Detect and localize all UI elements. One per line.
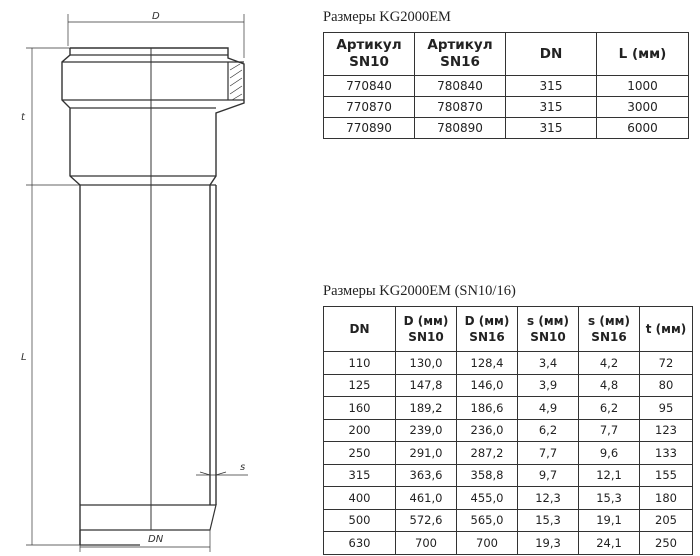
table2-header-cell: s (мм) SN10 bbox=[518, 307, 579, 352]
table-row bbox=[324, 464, 693, 487]
table-cell: 315 bbox=[506, 76, 597, 97]
table-row bbox=[324, 97, 689, 118]
pipe-drawing bbox=[0, 0, 318, 556]
table-cell: 780870 bbox=[415, 97, 506, 118]
table-cell: 7,7 bbox=[579, 419, 640, 442]
table1-header-row bbox=[324, 33, 689, 76]
table-row bbox=[324, 487, 693, 510]
table-cell: 4,2 bbox=[579, 352, 640, 375]
table-cell: 146,0 bbox=[457, 374, 518, 397]
table-row bbox=[324, 509, 693, 532]
socket-outline-left bbox=[62, 48, 80, 185]
table-cell: 572,6 bbox=[396, 509, 457, 532]
table-cell: 250 bbox=[324, 442, 396, 465]
table-row bbox=[324, 419, 693, 442]
table-cell: 19,3 bbox=[518, 532, 579, 555]
table-cell: 461,0 bbox=[396, 487, 457, 510]
table-cell: 291,0 bbox=[396, 442, 457, 465]
table-cell: 363,6 bbox=[396, 464, 457, 487]
table-row bbox=[324, 374, 693, 397]
table-cell: 455,0 bbox=[457, 487, 518, 510]
table-cell: 315 bbox=[324, 464, 396, 487]
table-cell: 9,7 bbox=[518, 464, 579, 487]
table-cell: 200 bbox=[324, 419, 396, 442]
table-cell: 315 bbox=[506, 118, 597, 139]
table-row bbox=[324, 442, 693, 465]
table-row bbox=[324, 118, 689, 139]
table-cell: 186,6 bbox=[457, 397, 518, 420]
table-cell: 1000 bbox=[597, 76, 689, 97]
table-cell: 358,8 bbox=[457, 464, 518, 487]
table-cell: 4,8 bbox=[579, 374, 640, 397]
table-cell: 239,0 bbox=[396, 419, 457, 442]
table-row bbox=[324, 532, 693, 555]
table-cell: 565,0 bbox=[457, 509, 518, 532]
table-cell: 125 bbox=[324, 374, 396, 397]
table-cell: 15,3 bbox=[579, 487, 640, 510]
table2-header-cell: t (мм) bbox=[640, 307, 693, 352]
table-row bbox=[324, 352, 693, 375]
label-l: L bbox=[21, 352, 27, 363]
table-cell: 24,1 bbox=[579, 532, 640, 555]
table-cell: 133 bbox=[640, 442, 693, 465]
table-cell: 287,2 bbox=[457, 442, 518, 465]
table-cell: 3,9 bbox=[518, 374, 579, 397]
table-cell: 6000 bbox=[597, 118, 689, 139]
table-cell: 15,3 bbox=[518, 509, 579, 532]
spigot-end bbox=[80, 505, 216, 530]
table-cell: 160 bbox=[324, 397, 396, 420]
table-cell: 72 bbox=[640, 352, 693, 375]
table1-header-cell: Артикул SN16 bbox=[415, 33, 506, 76]
table-cell: 95 bbox=[640, 397, 693, 420]
table-cell: 180 bbox=[640, 487, 693, 510]
table-cell: 80 bbox=[640, 374, 693, 397]
table-cell: 315 bbox=[506, 97, 597, 118]
table2-header-row bbox=[324, 307, 693, 352]
table-row bbox=[324, 397, 693, 420]
table-cell: 130,0 bbox=[396, 352, 457, 375]
table1-header-cell: DN bbox=[506, 33, 597, 76]
socket-outline-right bbox=[70, 48, 244, 185]
table-cell: 700 bbox=[457, 532, 518, 555]
table-cell: 236,0 bbox=[457, 419, 518, 442]
table1-header-cell: Артикул SN10 bbox=[324, 33, 415, 76]
table-cell: 780840 bbox=[415, 76, 506, 97]
table-cell: 189,2 bbox=[396, 397, 457, 420]
table-cell: 12,1 bbox=[579, 464, 640, 487]
table-cell: 3,4 bbox=[518, 352, 579, 375]
table-cell: 250 bbox=[640, 532, 693, 555]
table-cell: 155 bbox=[640, 464, 693, 487]
table1-caption: Размеры KG2000EM bbox=[323, 9, 451, 25]
table-cell: 6,2 bbox=[518, 419, 579, 442]
table-cell: 770840 bbox=[324, 76, 415, 97]
table-cell: 700 bbox=[396, 532, 457, 555]
dimensions-table bbox=[323, 306, 693, 555]
table2-header-cell: s (мм) SN16 bbox=[579, 307, 640, 352]
articles-table bbox=[323, 32, 689, 139]
table-row bbox=[324, 76, 689, 97]
table2-caption: Размеры KG2000EM (SN10/16) bbox=[323, 283, 516, 299]
table-cell: 19,1 bbox=[579, 509, 640, 532]
label-t: t bbox=[21, 112, 25, 123]
label-dn: DN bbox=[148, 534, 164, 545]
table-cell: 128,4 bbox=[457, 352, 518, 375]
table-cell: 205 bbox=[640, 509, 693, 532]
table2-header-cell: D (мм) SN16 bbox=[457, 307, 518, 352]
table-cell: 780890 bbox=[415, 118, 506, 139]
table-cell: 630 bbox=[324, 532, 396, 555]
table-cell: 147,8 bbox=[396, 374, 457, 397]
table-cell: 9,6 bbox=[579, 442, 640, 465]
table2-header-cell: DN bbox=[324, 307, 396, 352]
label-d: D bbox=[152, 11, 160, 22]
table-cell: 400 bbox=[324, 487, 396, 510]
table-cell: 12,3 bbox=[518, 487, 579, 510]
table-cell: 123 bbox=[640, 419, 693, 442]
table-cell: 6,2 bbox=[579, 397, 640, 420]
table1-header-cell: L (мм) bbox=[597, 33, 689, 76]
table-cell: 500 bbox=[324, 509, 396, 532]
table2-header-cell: D (мм) SN10 bbox=[396, 307, 457, 352]
table-cell: 770870 bbox=[324, 97, 415, 118]
label-s: s bbox=[240, 462, 246, 473]
table-cell: 7,7 bbox=[518, 442, 579, 465]
table-cell: 4,9 bbox=[518, 397, 579, 420]
table-cell: 3000 bbox=[597, 97, 689, 118]
table-cell: 110 bbox=[324, 352, 396, 375]
table-cell: 770890 bbox=[324, 118, 415, 139]
